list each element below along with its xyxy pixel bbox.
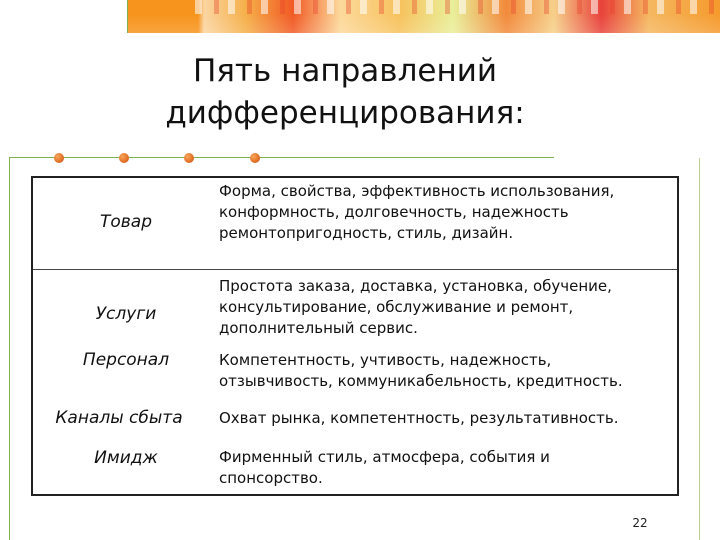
description-line: конформность, долговечность, надежность: [219, 203, 569, 221]
row-label: Имидж: [94, 448, 158, 468]
decorative-banner-fade: [127, 14, 720, 33]
bullet-dot-2: [119, 153, 129, 163]
bullet-dot-3: [184, 153, 194, 163]
description-line: Простота заказа, доставка, установка, обучение,: [219, 277, 612, 295]
description-line: консультирование, обслуживание и ремонт,: [219, 298, 574, 316]
description-line: Компетентность, учтивость, надежность,: [219, 351, 552, 369]
row-label: Товар: [99, 212, 152, 232]
row-description: [219, 181, 673, 244]
description-line: Фирменный стиль, атмосфера, события и: [219, 448, 550, 466]
slide-title: [130, 50, 560, 134]
description-line: дополнительный сервис.: [219, 319, 418, 337]
row-label: Персонал: [82, 350, 170, 370]
table-row: [33, 446, 677, 496]
row-description: [219, 447, 673, 489]
frame-line-right: [699, 158, 700, 540]
row-label: Каналы сбыта: [55, 408, 183, 428]
table-row: [33, 348, 677, 404]
description-line: ремонтопригодность, стиль, дизайн.: [219, 224, 514, 242]
slide-title-line-1: Пять направлений: [192, 53, 498, 89]
row-description: [219, 276, 673, 339]
description-line: Форма, свойства, эффективность использования,: [219, 182, 615, 200]
row-description: [219, 350, 673, 392]
frame-line-left: [9, 158, 10, 540]
description-line: Охват рынка, компетентность, результативность.: [219, 409, 619, 427]
frame-line-top: [127, 0, 128, 33]
row-label: Услуги: [95, 304, 157, 324]
bullet-dot-1: [54, 153, 64, 163]
description-line: отзывчивость, коммуникабельность, кредитность.: [219, 372, 623, 390]
decorative-banner-pattern: [195, 0, 720, 14]
table-row: [33, 270, 677, 348]
bullet-dot-4: [250, 153, 260, 163]
slide-title-line-2: дифференцирования:: [165, 95, 525, 131]
row-description: [219, 408, 673, 429]
differentiation-table: [31, 176, 679, 496]
description-line: спонсорство.: [219, 469, 323, 487]
page-number: 22: [632, 516, 648, 530]
table-row: [33, 404, 677, 446]
table-row: [33, 178, 677, 270]
title-divider: [9, 157, 554, 158]
